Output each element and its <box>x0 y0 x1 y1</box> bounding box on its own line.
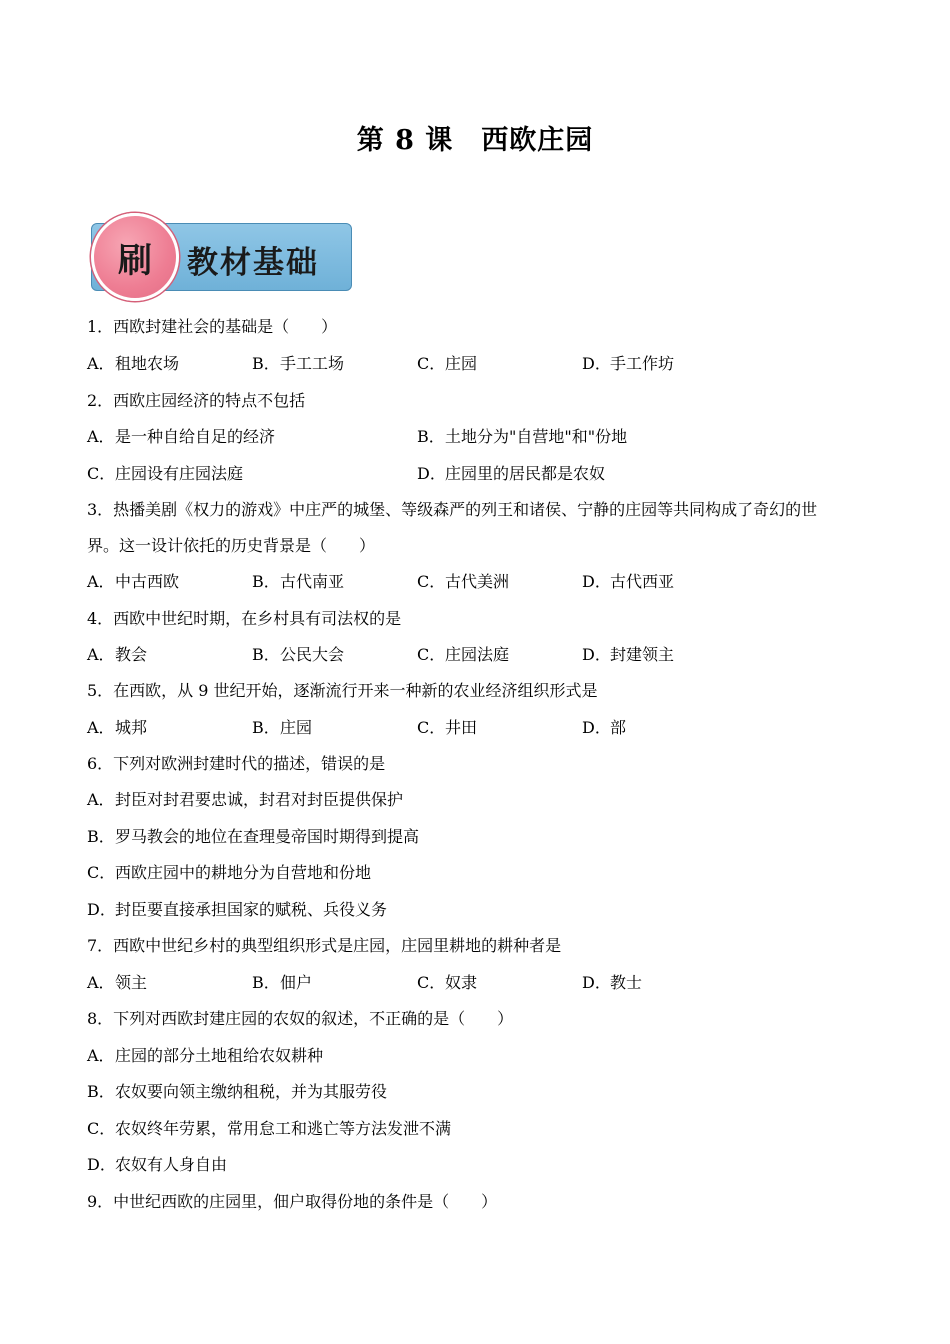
question-stem: 3．热播美剧《权力的游戏》中庄严的城堡、等级森严的列王和诸侯、宁静的庄园等共同构成了奇幻的世 <box>87 500 818 519</box>
option-c: C．庄园 <box>417 354 478 373</box>
option-a: A．领主 <box>87 973 148 992</box>
banner-label: 教材基础 <box>187 245 319 281</box>
option-d: D．庄园里的居民都是农奴 <box>417 464 606 483</box>
question-stem: 9．中世纪西欧的庄园里，佃户取得份地的条件是（ ） <box>87 1192 498 1211</box>
question-stem: 1．西欧封建社会的基础是（ ） <box>87 317 338 336</box>
option-b: B．佃户 <box>252 973 313 992</box>
option-d: D．手工作坊 <box>582 354 675 373</box>
question-stem: 2．西欧庄园经济的特点不包括 <box>87 391 306 410</box>
option-b: B．庄园 <box>252 718 313 737</box>
question-stem: 4．西欧中世纪时期，在乡村具有司法权的是 <box>87 609 402 628</box>
banner-badge-text: 刷 <box>118 240 152 281</box>
option-b: B．手工工场 <box>252 354 345 373</box>
option-c: C．西欧庄园中的耕地分为自营地和份地 <box>87 863 372 882</box>
option-d: D．封臣要直接承担国家的赋税、兵役义务 <box>87 900 388 919</box>
option-c: C．奴隶 <box>417 973 478 992</box>
option-c: C．农奴终年劳累，常用怠工和逃亡等方法发泄不满 <box>87 1119 452 1138</box>
option-b: B．罗马教会的地位在查理曼帝国时期得到提高 <box>87 827 420 846</box>
option-d: D．农奴有人身自由 <box>87 1155 228 1174</box>
lesson-number: 第 8 课 <box>356 125 454 156</box>
option-d: D．古代西亚 <box>582 572 675 591</box>
option-d: D．教士 <box>582 973 643 992</box>
option-a: A．城邦 <box>87 718 148 737</box>
lesson-name: 西欧庄园 <box>481 125 594 156</box>
question-stem-continued: 界。这一设计依托的历史背景是（ ） <box>87 536 376 555</box>
option-d: D．封建领主 <box>582 645 675 664</box>
option-c: C．庄园设有庄园法庭 <box>87 464 244 483</box>
section-banner <box>89 213 354 301</box>
option-c: C．井田 <box>417 718 478 737</box>
option-a: A．中古西欧 <box>87 572 180 591</box>
banner-badge <box>91 213 179 301</box>
option-c: C．古代美洲 <box>417 572 510 591</box>
option-b: B．农奴要向领主缴纳租税，并为其服劳役 <box>87 1082 388 1101</box>
option-a: A．是一种自给自足的经济 <box>87 427 276 446</box>
question-stem: 7．西欧中世纪乡村的典型组织形式是庄园，庄园里耕地的耕种者是 <box>87 936 562 955</box>
question-stem: 8．下列对西欧封建庄园的农奴的叙述，不正确的是（ ） <box>87 1009 514 1028</box>
option-a: A．租地农场 <box>87 354 180 373</box>
page-title <box>0 118 950 157</box>
question-stem: 5．在西欧，从 9 世纪开始，逐渐流行开来一种新的农业经济组织形式是 <box>87 681 598 700</box>
question-stem: 6．下列对欧洲封建时代的描述，错误的是 <box>87 754 386 773</box>
option-b: B．土地分为"自营地"和"份地 <box>417 427 628 446</box>
option-a: A．教会 <box>87 645 148 664</box>
option-b: B．公民大会 <box>252 645 345 664</box>
option-a: A．庄园的部分土地租给农奴耕种 <box>87 1046 324 1065</box>
option-b: B．古代南亚 <box>252 572 345 591</box>
option-c: C．庄园法庭 <box>417 645 510 664</box>
option-d: D．部 <box>582 718 627 737</box>
option-a: A．封臣对封君要忠诚，封君对封臣提供保护 <box>87 790 404 809</box>
